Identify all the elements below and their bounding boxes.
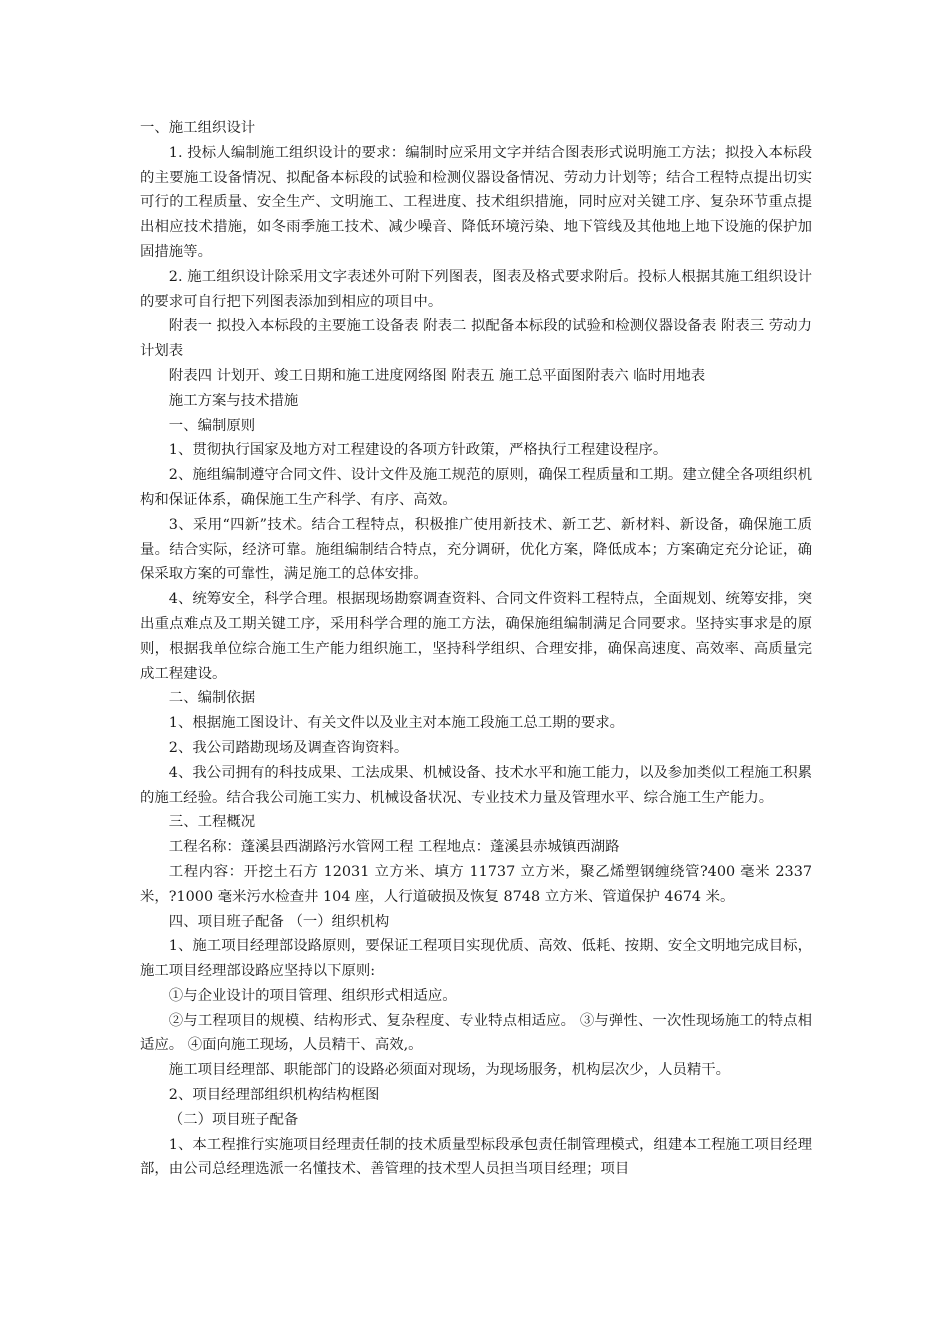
subheading-team-staffing: （二）项目班子配备 (168, 1111, 299, 1128)
principle-4: 4、统筹安全，科学合理。根据现场勘察调查资料、合同文件资料工程特点，全面规划、统筹安排，突出重点难点及工期关键工序，采用科学合理的施工方法，确保施组编制满足合同要求。坚持实事求是的原则，根据我单位综合施工生产能力组织施工，坚持科学组织、合理安排，确保高速度、高效率、高质量完成工程建设。 (140, 591, 812, 682)
subheading-plan-and-measures: 施工方案与技术措施 (168, 392, 299, 409)
project-name-location: 工程名称：蓬溪县西湖路污水管网工程 工程地点：蓬溪县赤城镇西湖路 (168, 839, 620, 856)
section-heading-construction-design: 一、施工组织设计 (140, 120, 256, 136)
subheading-principles: 一、编制原则 (168, 417, 256, 434)
team-staffing-1: 1、本工程推行实施项目经理责任制的技术质量型标段承包责任制管理模式，组建本工程施工项目经理部，由公司总经理选派一名懂技术、善管理的技术型人员担当项目经理；项目 (140, 1136, 812, 1178)
team-principle-1: ①与企业设计的项目管理、组织形式相适应。 (168, 987, 457, 1004)
principle-1: 1、贯彻执行国家及地方对工程建设的各项方针政策，严格执行工程建设程序。 (168, 442, 668, 459)
project-content: 工程内容：开挖土石方 12031 立方米、填方 11737 立方米，聚乙烯塑钢缠绕管?400 毫米 2337 米，?1000 毫米污水检查井 104 座，人行道破损及恢复 8748 立方米、管道保护 4674 米。 (140, 863, 812, 905)
subheading-basis: 二、编制依据 (168, 690, 256, 707)
paragraph-appendix-list-1: 附表一 拟投入本标段的主要施工设备表 附表二 拟配备本标段的试验和检测仪器设备表 附表三 劳动力计划表 (140, 318, 812, 360)
basis-1: 1、根据施工图设计、有关文件以及业主对本施工段施工总工期的要求。 (168, 715, 625, 732)
principle-2: 2、施组编制遵守合同文件、设计文件及施工规范的原则，确保工程质量和工期。建立健全各项组织机构和保证体系，确保施工生产科学、有序、高效。 (140, 467, 812, 508)
team-principle-intro: 1、施工项目经理部设路原则，要保证工程项目实现优质、高效、低耗、按期、安全文明地完成目标，施工项目经理部设路应坚持以下原则: (140, 938, 812, 980)
paragraph-1: 1. 投标人编制施工组织设计的要求：编制时应采用文字并结合图表形式说明施工方法；拟投入本标段的主要施工设备情况、拟配备本标段的试验和检测仪器设备情况、劳动力计划等；结合工程特点提出切实可行的工程质量、安全生产、文明施工、工程进度、技术组织措施，同时应对关键工序、复杂环节重点提出相应技术措施，如冬雨季施工技术、减少噪音、降低环境污染、地下管线及其他地上地下设施的保护加固措施等。 (140, 144, 812, 260)
paragraph-appendix-list-2: 附表四 计划开、竣工日期和施工进度网络图 附表五 施工总平面图附表六 临时用地表 (168, 367, 706, 384)
team-department-note: 施工项目经理部、职能部门的设路必须面对现场，为现场服务，机构层次少，人员精干。 (168, 1062, 731, 1079)
basis-2: 2、我公司踏勘现场及调查咨询资料。 (168, 739, 409, 756)
team-org-chart-title: 2、项目经理部组织机构结构框图 (168, 1087, 380, 1104)
subheading-overview: 三、工程概况 (168, 814, 256, 831)
basis-4: 4、我公司拥有的科技成果、工法成果、机械设备、技术水平和施工能力，以及参加类似工程施工积累的施工经验。结合我公司施工实力、机械设备状况、专业技术力量及管理水平、综合施工生产能力。 (140, 764, 812, 806)
paragraph-2: 2. 施工组织设计除采用文字表述外可附下列图表，图表及格式要求附后。投标人根据其施工组织设计的要求可自行把下列图表添加到相应的项目中。 (140, 268, 812, 310)
subheading-team: 四、项目班子配备 （一）组织机构 (168, 913, 390, 930)
team-principle-2-4: ②与工程项目的规模、结构形式、复杂程度、专业特点相适应。 ③与弹性、一次性现场施工的特点相适应。 ④面向施工现场，人员精干、高效,。 (140, 1012, 812, 1054)
document-page (140, 116, 812, 1182)
principle-3: 3、采用“四新”技术。结合工程特点，积极推广使用新技术、新工艺、新材料、新设备，确保施工质量。结合实际，经济可靠。施组编制结合特点，充分调研，优化方案，降低成本；方案确定充分论证，确保采取方案的可靠性，满足施工的总体安排。 (140, 516, 812, 583)
